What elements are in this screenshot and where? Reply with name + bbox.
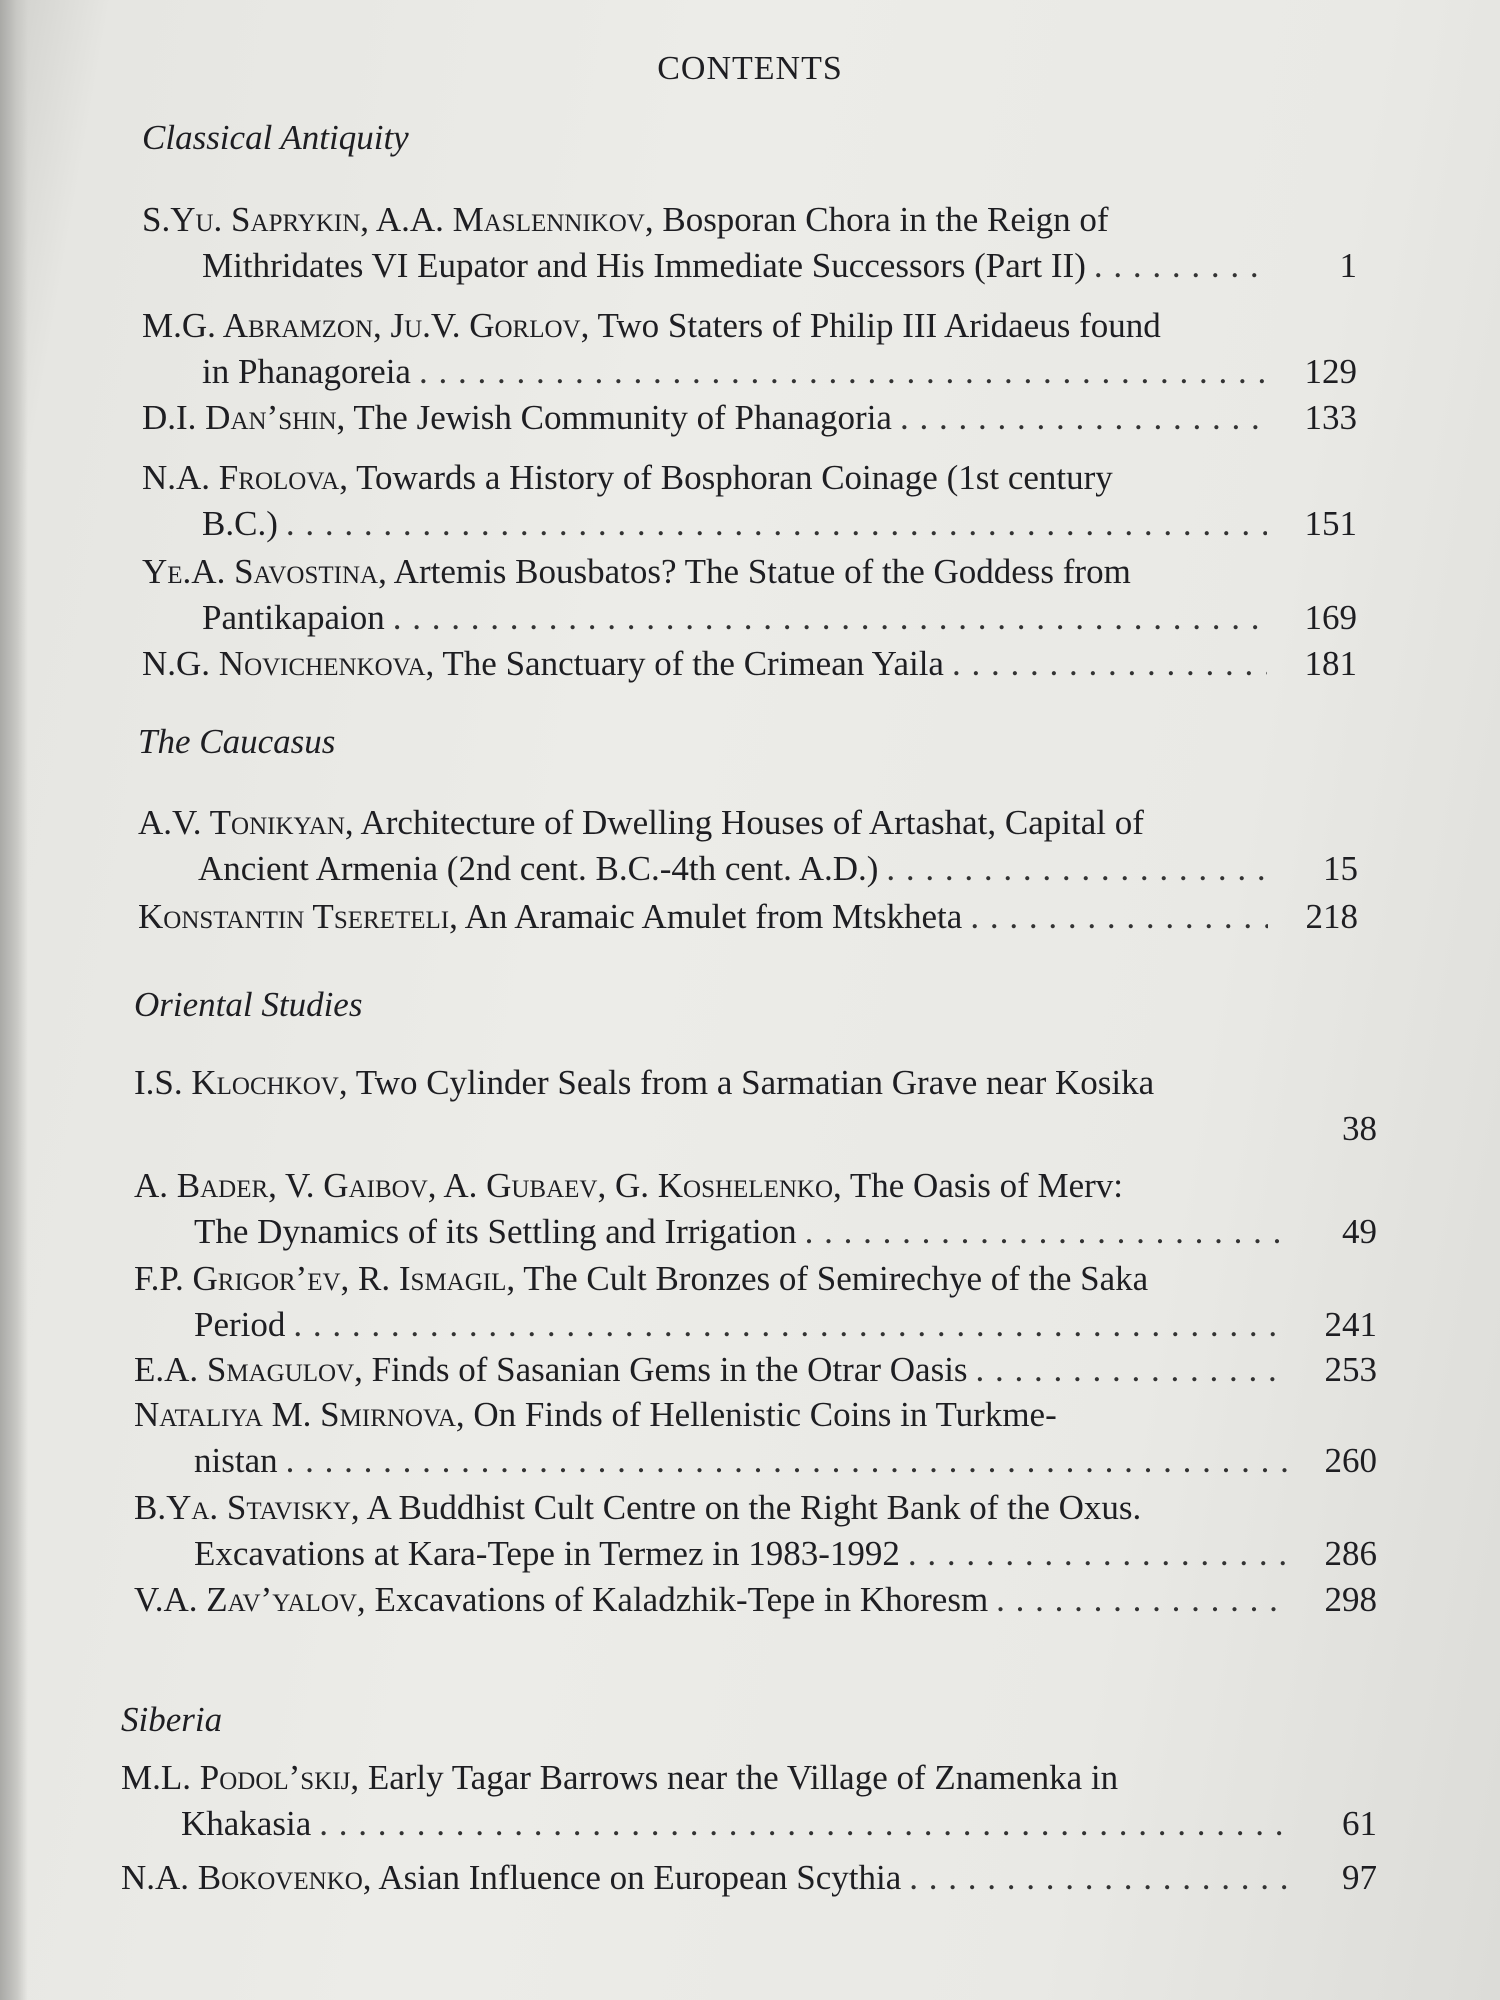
page-title: CONTENTS	[657, 50, 843, 87]
entry-text	[121, 1858, 901, 1898]
toc-entry	[134, 1166, 1377, 1258]
entry-line	[142, 398, 1357, 444]
entry-title-text: Finds of Sasanian Gems in the Otrar Oasis	[362, 1350, 968, 1389]
entry-line	[134, 1580, 1377, 1626]
entry-text	[202, 246, 1086, 286]
dot-leader	[319, 1804, 1287, 1844]
entry-text	[194, 1534, 900, 1574]
entry-authors: F.P. Grigor’ev, R. Ismagil,	[134, 1259, 516, 1298]
page-number: 181	[1304, 644, 1357, 683]
entry-title-text: The Dynamics of its Settling and Irrigation	[194, 1212, 797, 1251]
entry-line	[138, 803, 1358, 849]
dot-leader	[952, 644, 1267, 684]
entry-text	[142, 458, 1113, 498]
dot-leader	[970, 897, 1268, 937]
entry-title-text: Pantikapaion	[202, 598, 385, 637]
entry-authors: Nataliya M. Smirnova,	[134, 1395, 465, 1434]
entry-title-text: Two Cylinder Seals from a Sarmatian Grave near Kosika	[347, 1063, 1155, 1102]
entry-line	[142, 552, 1357, 598]
entry-line	[134, 1350, 1377, 1396]
entry-title-text: Architecture of Dwelling Houses of Artashat, Capital of	[353, 803, 1144, 842]
entry-line	[134, 1305, 1377, 1351]
dot-leader	[976, 1350, 1287, 1390]
entry-title-text: Excavations of Kaladzhik-Tepe in Khoresm	[365, 1580, 989, 1619]
entry-title-text: Early Tagar Barrows near the Village of Znamenka in	[359, 1758, 1119, 1797]
entry-line	[142, 504, 1357, 550]
entry-title-text: Artemis Bousbatos? The Statue of the Goddess from	[386, 552, 1131, 591]
entry-text	[142, 398, 892, 438]
section-heading: Siberia	[121, 1700, 223, 1739]
entry-text	[202, 352, 411, 392]
dot-leader	[805, 1212, 1287, 1252]
entry-line	[134, 1395, 1377, 1441]
entry-title-text: Bosporan Chora in the Reign of	[653, 200, 1109, 239]
entry-authors: Ye.A. Savostina,	[142, 552, 387, 591]
toc-entry	[142, 398, 1357, 444]
entry-authors: S.Yu. Saprykin, A.A. Maslennikov,	[142, 200, 654, 239]
page-number: 260	[1324, 1441, 1377, 1480]
entry-line	[142, 352, 1357, 398]
entry-line	[134, 1166, 1377, 1212]
toc-entry	[134, 1395, 1377, 1487]
entry-line	[134, 1488, 1377, 1534]
section-heading: Oriental Studies	[134, 985, 363, 1024]
entry-title-text: Khakasia	[181, 1804, 312, 1843]
entry-authors: V.A. Zav’yalov,	[134, 1580, 366, 1619]
entry-authors: A. Bader, V. Gaibov, A. Gubaev, G. Koshelenko,	[134, 1166, 842, 1205]
entry-authors: D.I. Dan’shin,	[142, 398, 346, 437]
entry-line	[134, 1063, 1377, 1109]
entry-line	[142, 200, 1357, 246]
entry-text	[121, 1758, 1118, 1798]
entry-line	[142, 306, 1357, 352]
entry-title-text: An Aramaic Amulet from Mtskheta	[457, 897, 963, 936]
entry-title-text: Two Staters of Philip III Aridaeus found	[589, 306, 1161, 345]
entry-title-text: Ancient Armenia (2nd cent. B.C.-4th cent. A.D.)	[198, 849, 879, 888]
entry-text	[134, 1063, 1154, 1103]
entry-title-text: Towards a History of Bosphoran Coinage (1st century	[347, 458, 1113, 497]
entry-line	[134, 1441, 1377, 1487]
entry-line	[142, 644, 1357, 690]
entry-text	[138, 803, 1144, 843]
entry-title-text: The Sanctuary of the Crimean Yaila	[434, 644, 944, 683]
page-number: 49	[1342, 1212, 1377, 1251]
entry-title-text: in Phanagoreia	[202, 352, 411, 391]
entry-authors: E.A. Smagulov,	[134, 1350, 363, 1389]
toc-entry	[121, 1758, 1377, 1850]
dot-leader	[900, 398, 1267, 438]
dot-leader	[996, 1580, 1287, 1620]
toc-entry	[142, 306, 1357, 398]
entry-authors: I.S. Klochkov,	[134, 1063, 348, 1102]
entry-text	[194, 1441, 278, 1481]
entry-text	[134, 1259, 1148, 1299]
entry-authors: Konstantin Tsereteli,	[138, 897, 458, 936]
entry-title-text: B.C.)	[202, 504, 278, 543]
toc-entry	[142, 644, 1357, 690]
entry-title-text: Mithridates VI Eupator and His Immediate Successors (Part II)	[202, 246, 1086, 285]
page-number: 241	[1324, 1305, 1377, 1344]
dot-leader	[286, 1441, 1287, 1481]
entry-line	[138, 849, 1358, 895]
entry-title-text: The Jewish Community of Phanagoria	[345, 398, 892, 437]
toc-entry	[142, 458, 1357, 550]
entry-authors: N.A. Frolova,	[142, 458, 348, 497]
section-heading: Classical Antiquity	[142, 118, 409, 157]
entry-text	[202, 504, 278, 544]
page-number: 38	[1342, 1109, 1377, 1148]
entry-text	[202, 598, 385, 638]
entry-text	[138, 897, 962, 937]
entry-line	[121, 1804, 1377, 1850]
entry-authors: M.G. Abramzon, Ju.V. Gorlov,	[142, 306, 590, 345]
page-number: 133	[1304, 398, 1357, 437]
toc-entry	[134, 1259, 1377, 1351]
toc-entry	[138, 897, 1358, 943]
section-heading: The Caucasus	[138, 722, 336, 761]
entry-text	[134, 1580, 988, 1620]
entry-title-text: Excavations at Kara-Tepe in Termez in 1983-1992	[194, 1534, 900, 1573]
dot-leader	[419, 352, 1267, 392]
entry-line	[134, 1259, 1377, 1305]
dot-leader	[1094, 246, 1267, 286]
entry-line	[142, 598, 1357, 644]
page-number: 15	[1323, 849, 1358, 888]
entry-line	[134, 1212, 1377, 1258]
entry-line	[121, 1758, 1377, 1804]
entry-text	[142, 552, 1131, 592]
entry-line	[121, 1858, 1377, 1904]
entry-text	[134, 1350, 968, 1390]
entry-title-text: On Finds of Hellenistic Coins in Turkme-	[464, 1395, 1057, 1434]
entry-title-text: The Oasis of Merv:	[841, 1166, 1124, 1205]
dot-leader	[908, 1534, 1287, 1574]
page-number: 169	[1304, 598, 1357, 637]
toc-entry	[134, 1350, 1377, 1396]
entry-text	[142, 200, 1109, 240]
toc-entry	[121, 1858, 1377, 1904]
dot-leader	[293, 1305, 1287, 1345]
entry-authors: N.A. Bokovenko,	[121, 1858, 372, 1897]
entry-text	[142, 644, 944, 684]
dot-leader	[286, 504, 1267, 544]
entry-line	[138, 897, 1358, 943]
page-number: 129	[1304, 352, 1357, 391]
entry-text	[142, 306, 1161, 346]
toc-entry	[134, 1580, 1377, 1626]
dot-leader	[393, 598, 1267, 638]
entry-line	[142, 246, 1357, 292]
page-number: 286	[1324, 1534, 1377, 1573]
entry-title-text: A Buddhist Cult Centre on the Right Bank of the Oxus.	[359, 1488, 1142, 1527]
entry-text	[134, 1395, 1057, 1435]
entry-text	[198, 849, 878, 889]
page-number: 61	[1342, 1804, 1377, 1843]
toc-entry	[134, 1063, 1377, 1148]
entry-title-text: Period	[194, 1305, 286, 1344]
entry-text	[134, 1488, 1141, 1528]
dot-leader	[909, 1858, 1287, 1898]
page-number: 97	[1342, 1858, 1377, 1897]
entry-text	[194, 1305, 285, 1345]
toc-entry	[138, 803, 1358, 895]
entry-authors: B.Ya. Stavisky,	[134, 1488, 360, 1527]
entry-authors: N.G. Novichenkova,	[142, 644, 435, 683]
page-number: 1	[1339, 246, 1357, 285]
entry-line	[134, 1534, 1377, 1580]
page-number: 151	[1304, 504, 1357, 543]
toc-entry	[142, 552, 1357, 644]
entry-title-text: Asian Influence on European Scythia	[371, 1858, 902, 1897]
dot-leader	[886, 849, 1268, 889]
page-number: 253	[1324, 1350, 1377, 1389]
entry-authors: A.V. Tonikyan,	[138, 803, 354, 842]
toc-entry	[142, 200, 1357, 292]
entry-title-text: The Cult Bronzes of Semirechye of the Saka	[515, 1259, 1149, 1298]
entry-authors: M.L. Podol’skij,	[121, 1758, 360, 1797]
entry-text	[194, 1212, 797, 1252]
entry-title-text: nistan	[194, 1441, 278, 1480]
entry-text	[181, 1804, 311, 1844]
page-number: 218	[1305, 897, 1358, 936]
entry-line	[142, 458, 1357, 504]
page-number: 298	[1324, 1580, 1377, 1619]
toc-entry	[134, 1488, 1377, 1580]
entry-text	[134, 1166, 1123, 1206]
